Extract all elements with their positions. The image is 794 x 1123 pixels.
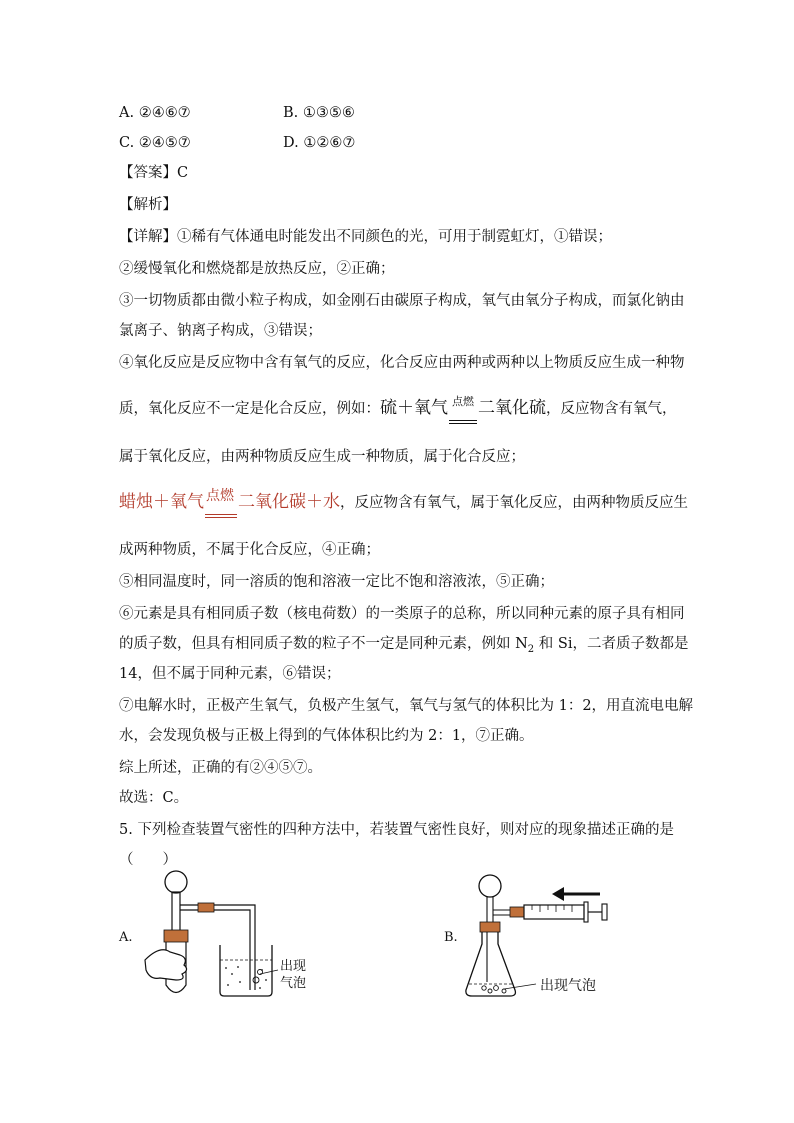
candle-equation-reactants: 蜡烛＋氧气 [119,492,204,512]
detail-p7b: 水，会发现负极与正极上得到的气体体积比约为 2：1，⑦正确。 [119,728,534,744]
detail-p2: ②缓慢氧化和燃烧都是放热反应，②正确； [119,261,395,277]
p4b-suffix: ，反应物含有氧气， [546,401,677,417]
subscript-2: 2 [527,643,535,655]
detail-p4a: ④氧化反应是反应物中含有氧气的反应，化合反应由两种或两种以上物质反应生成一种物 [119,355,685,371]
figure-a-caption-1: 出现 [280,959,307,974]
question-5-blank: （ ） [119,852,177,868]
condition-ignite: 点燃 [206,488,234,504]
p4d-suffix: ，反应物含有氧气，属于氧化反应，由两种物质反应生 [340,495,688,511]
detail-p6c: 14，但不属于同种元素，⑥错误； [119,666,341,682]
figure-b-label: B. [444,930,458,945]
option-a: A. ②④⑥⑦ [119,105,191,121]
option-d: D. ①②⑥⑦ [283,135,356,151]
arrow-line-top [205,514,237,515]
detail-p4b [119,395,677,419]
detail-p3b: 氯离子、钠离子构成，③错误； [119,323,322,339]
detail-p3a: ③一切物质都由微小粒子构成，如金刚石由碳原子构成，氧气由氧分子构成，而氯化钠由 [119,293,685,309]
p6b-prefix: 的质子数，但具有相同质子数的粒子不一定是同种元素，例如 N [119,636,528,652]
arrow-line-top [449,420,477,421]
figure-a-label: A. [119,930,133,945]
question-5-stem: 5. 下列检查装置气密性的四种方法中，若装置气密性良好，则对应的现象描述正确的是 [119,822,674,838]
figure-b-caption: 出现气泡 [540,978,596,994]
option-b: B. ①③⑤⑥ [283,105,355,121]
analysis-heading: 【解析】 [119,197,177,213]
p6b-suffix: 和 Si，二者质子数都是 [534,636,689,652]
sulfur-equation-product: 二氧化硫 [478,398,546,418]
sulfur-equation-reactants: 硫＋氧气 [380,398,448,418]
detail-p6a: ⑥元素是具有相同质子数（核电荷数）的一类原子的总称，所以同种元素的原子具有相同 [119,606,685,622]
detail-p4e: 成两种物质，不属于化合反应，④正确； [119,542,380,558]
detail-p5: ⑤相同温度时，同一溶质的饱和溶液一定比不饱和溶液浓，⑤正确； [119,574,554,590]
choice-line: 故选：C。 [119,790,189,806]
detail-p7a: ⑦电解水时，正极产生氧气，负极产生氢气，氧气与氢气的体积比为 1：2，用直流电电解 [119,698,694,714]
figure-a-caption-2: 气泡 [280,976,307,991]
figure-a-apparatus [140,870,340,1005]
detail-p6b [119,634,688,660]
arrow-line-bottom [449,423,477,424]
condition-ignite: 点燃 [452,395,474,408]
detail-p4d [119,488,688,513]
summary-line: 综上所述，正确的有②④⑤⑦。 [119,760,322,776]
p4b-prefix: 质，氧化反应不一定是化合反应，例如： [119,401,380,417]
detail-p1: 【详解】①稀有气体通电时能发出不同颜色的光，可用于制霓虹灯，①错误； [119,229,612,245]
option-c: C. ②④⑤⑦ [119,135,191,151]
candle-equation-product: 二氧化碳＋水 [238,492,340,512]
detail-p4c: 属于氧化反应，由两种物质反应生成一种物质，属于化合反应； [119,449,525,465]
arrow-line-bottom [205,517,237,518]
answer-line: 【答案】C [119,165,189,181]
